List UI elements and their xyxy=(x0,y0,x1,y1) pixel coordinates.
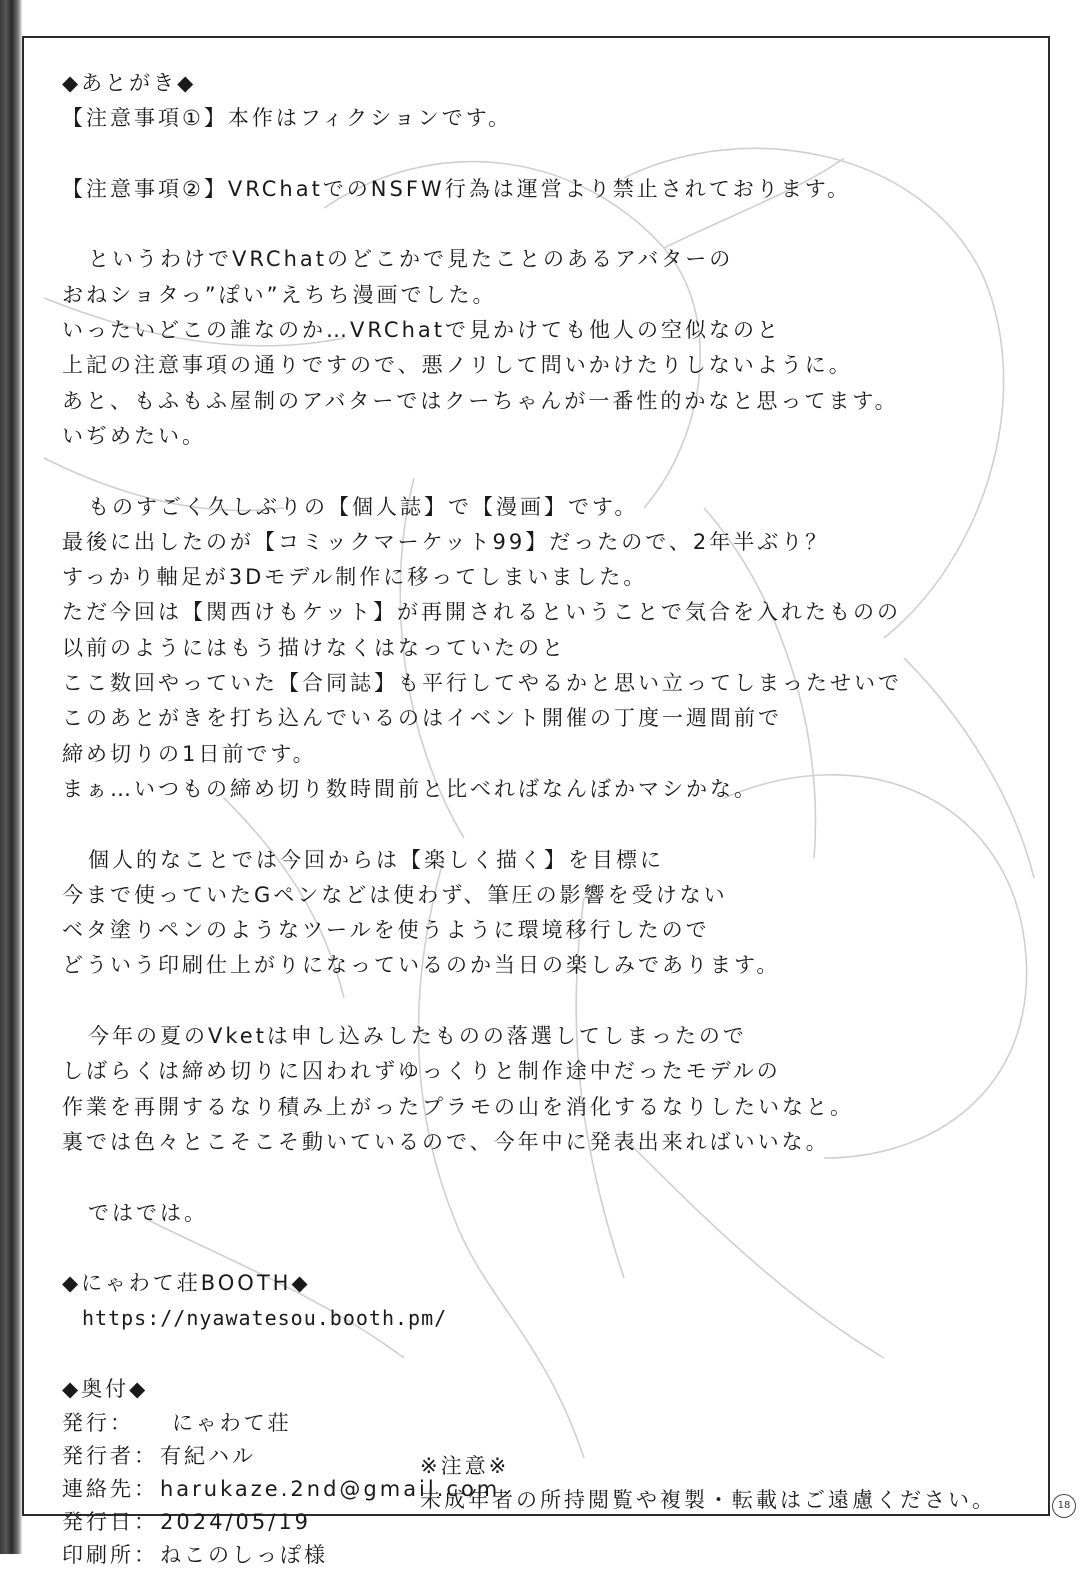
colophon-heading: ◆奥付◆ xyxy=(62,1376,149,1401)
paragraph-2-line: 最後に出したのが【コミックマーケット99】だったので、2年半ぶり？ xyxy=(62,529,830,554)
colophon-value: にゃわて荘 xyxy=(172,1411,292,1436)
paragraph-1-line: いったいどこの誰なのか…VRChatで見かけても他人の空似なのと xyxy=(62,318,781,343)
paragraph-3-line: ベタ塗りペンのようなツールを使うように環境移行したので xyxy=(62,918,710,943)
colophon-label: 発行日： xyxy=(62,1510,158,1535)
warning-title: ※注意※ xyxy=(420,1454,510,1478)
scan-edge xyxy=(0,0,22,1554)
paragraph-2-line: 締め切りの1日前です。 xyxy=(62,741,317,766)
paragraph-3-line: どういう印刷仕上がりになっているのか当日の楽しみであります。 xyxy=(62,953,781,978)
colophon-row-author xyxy=(62,1440,1022,1473)
booth-heading: ◆にゃわて荘BOOTH◆ xyxy=(62,1271,311,1296)
colophon-label: 発行： xyxy=(62,1411,134,1436)
paragraph-1-line: おねショタっ”ぽい”えちち漫画でした。 xyxy=(62,282,497,307)
notice-2: 【注意事項②】VRChatでのNSFW行為は運営より禁止されております。 xyxy=(62,176,852,201)
colophon-row-publisher xyxy=(62,1407,1022,1440)
paragraph-1-line: というわけでVRChatのどこかで見たことのあるアバターの xyxy=(88,247,734,272)
paragraph-4-line: 作業を再開するなり積み上がったプラモの山を消化するなりしたいなと。 xyxy=(62,1094,854,1119)
colophon-value: 2024/05/19 xyxy=(160,1510,312,1535)
paragraph-1-line: いぢめたい。 xyxy=(62,423,206,448)
colophon-label: 印刷所： xyxy=(62,1543,158,1568)
paragraph-3-line: 個人的なことでは今回からは【楽しく描く】を目標に xyxy=(88,847,664,872)
colophon-label: 発行者： xyxy=(62,1444,158,1469)
paragraph-1-line: 上記の注意事項の通りですので、悪ノリして問いかけたりしないように。 xyxy=(62,353,853,378)
paragraph-2-line: ここ数回やっていた【合同誌】も平行してやるかと思い立ってしまったせいで xyxy=(62,671,902,696)
page xyxy=(22,36,1050,1568)
paragraph-2-line: このあとがきを打ち込んでいるのはイベント開催の丁度一週間前で xyxy=(62,706,782,731)
paragraph-4-line: 裏では色々とこそこそ動いているので、今年中に発表出来ればいいな。 xyxy=(62,1129,830,1154)
paragraph-2-line: すっかり軸足が3Dモデル制作に移ってしまいました。 xyxy=(62,565,648,590)
paragraph-2-line: ただ今回は【関西けもケット】が再開されるということで気合を入れたものの xyxy=(62,600,901,625)
paragraph-4-line: しばらくは締め切りに囚われずゆっくりと制作途中だったモデルの xyxy=(62,1059,781,1084)
notice-1: 【注意事項①】本作はフィクションです。 xyxy=(62,106,513,131)
colophon-label: 連絡先： xyxy=(62,1477,158,1502)
afterword-heading: ◆あとがき◆ xyxy=(62,71,197,95)
paragraph-2-line: ものすごく久しぶりの【個人誌】で【漫画】です。 xyxy=(88,494,639,519)
text-body xyxy=(62,66,1022,1572)
paragraph-2-line: まぁ…いつもの締め切り数時間前と比べればなんぼかマシかな。 xyxy=(62,776,758,801)
page-number: 18 xyxy=(1052,1494,1076,1518)
warning-body: 未成年者の所持閲覧や複製・転載はご遠慮ください。 xyxy=(420,1488,996,1512)
paragraph-1-line: あと、もふもふ屋制のアバターではクーちゃんが一番性的かなと思ってます。 xyxy=(62,388,899,413)
closing-line: ではでは。 xyxy=(88,1200,208,1225)
colophon-value: ねこのしっぽ様 xyxy=(160,1543,328,1568)
colophon-row-printer xyxy=(62,1539,1022,1572)
colophon-value: 有紀ハル xyxy=(160,1444,256,1469)
paragraph-4-line: 今年の夏のVketは申し込みしたものの落選してしまったので xyxy=(88,1024,747,1049)
contact-email[interactable]: harukaze.2nd@gmail.com xyxy=(160,1477,501,1502)
booth-url-link[interactable]: https://nyawatesou.booth.pm/ xyxy=(82,1306,448,1331)
paragraph-2-line: 以前のようにはもう描けなくはなっていたのと xyxy=(62,635,566,660)
paragraph-3-line: 今まで使っていたGペンなどは使わず、筆圧の影響を受けない xyxy=(62,882,728,907)
